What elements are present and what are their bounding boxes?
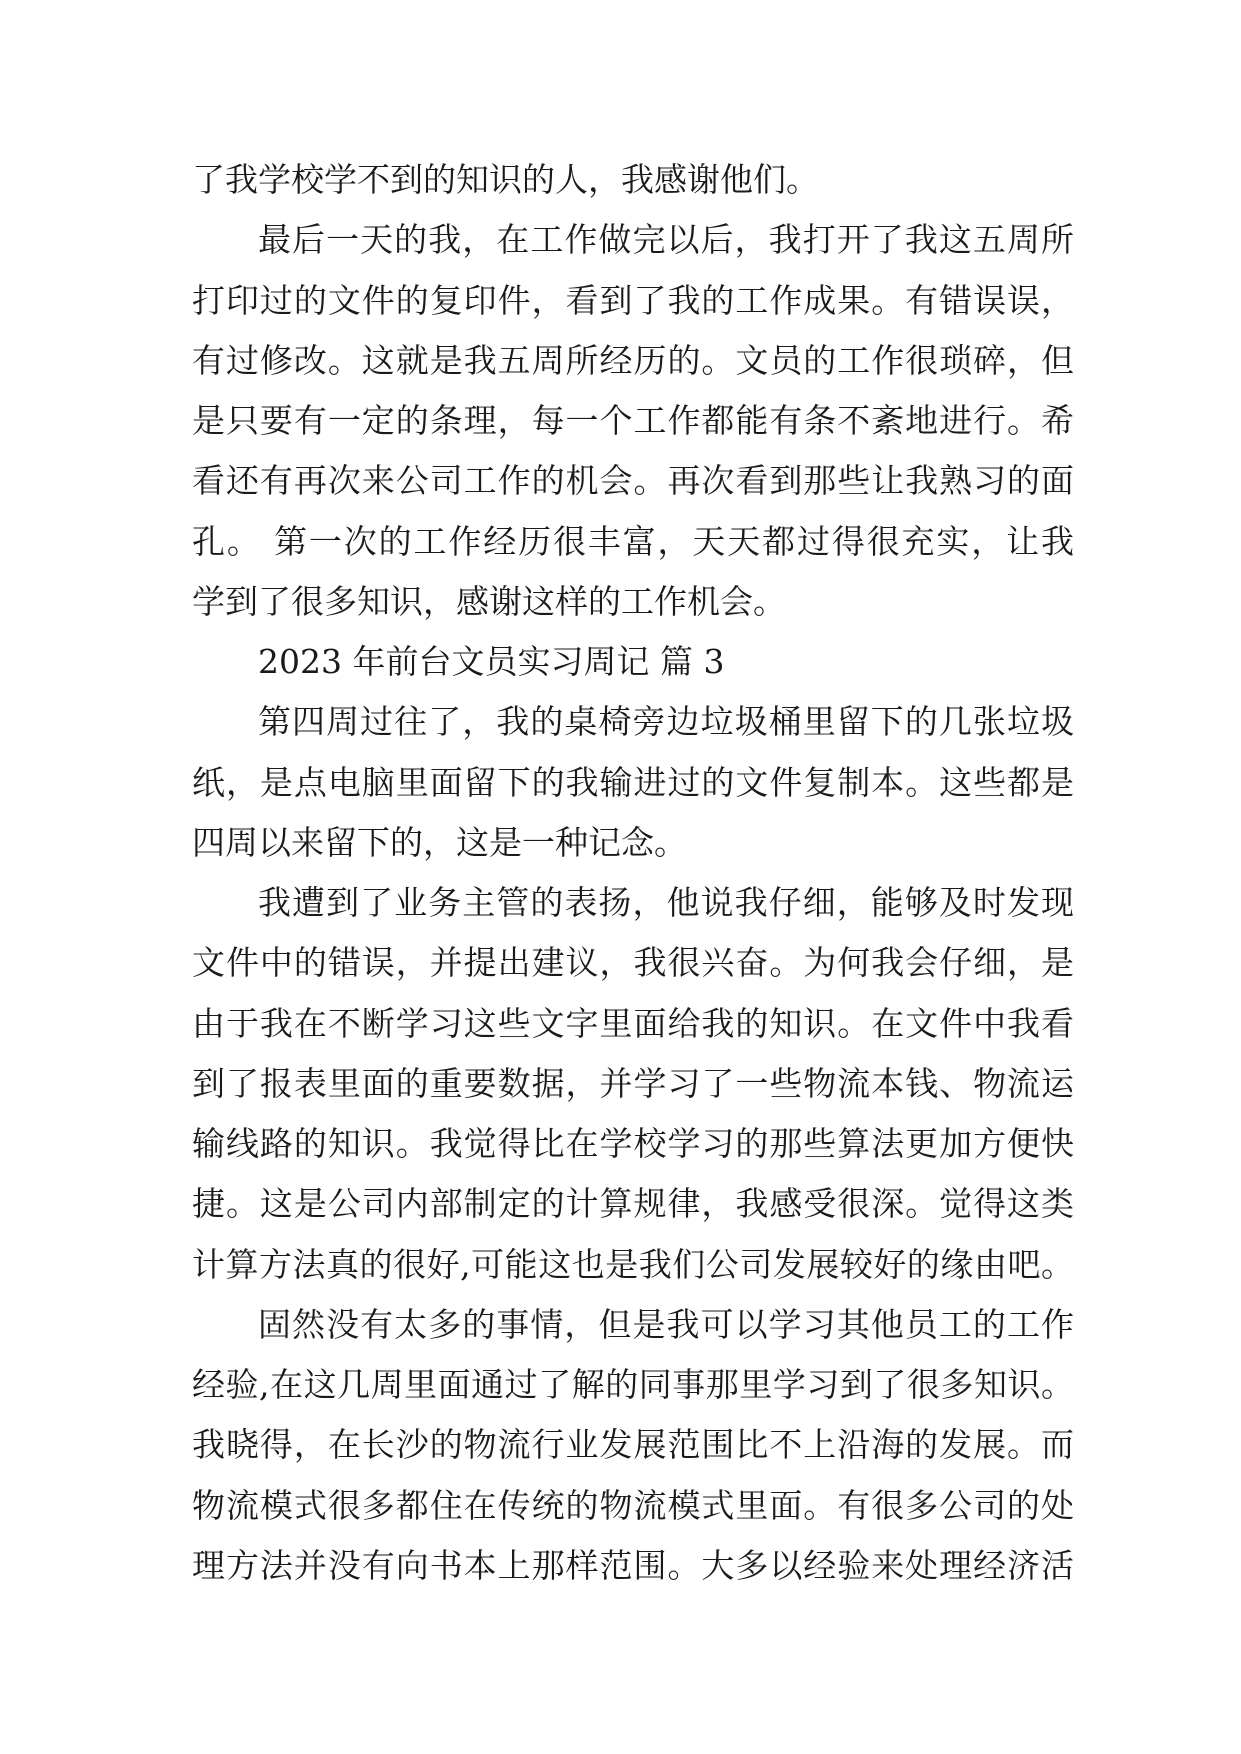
text-line: 固然没有太多的事情，但是我可以学习其他员工的工作: [258, 1304, 1074, 1344]
text-line: 我遭到了业务主管的表扬，他说我仔细，能够及时发现: [258, 883, 1074, 922]
text-line: 文件中的错误，并提出建议，我很兴奋。为何我会仔细，是: [192, 943, 1074, 983]
text-line: 到了报表里面的重要数据，并学习了一些物流本钱、物流运: [192, 1063, 1074, 1103]
text-line: 2023 年前台文员实习周记 篇 3: [258, 642, 725, 681]
text-line: 打印过的文件的复印件，看到了我的工作成果。有错误误，: [192, 280, 1074, 320]
text-line: 是只要有一定的条理，每一个工作都能有条不紊地进行。希: [192, 401, 1074, 440]
text-line: 孔。 第一次的工作经历很丰富，天天都过得很充实，让我: [192, 521, 1074, 561]
text-line: 由于我在不断学习这些文字里面给我的知识。在文件中我看: [192, 1003, 1074, 1043]
text-line: 学到了很多知识，感谢这样的工作机会。: [192, 581, 786, 621]
text-line: 第四周过往了，我的桌椅旁边垃圾桶里留下的几张垃圾: [258, 702, 1074, 742]
text-line: 有过修改。这就是我五周所经历的。文员的工作很琐碎，但: [192, 340, 1074, 380]
text-line: 捷。这是公司内部制定的计算规律，我感受很深。觉得这类: [192, 1184, 1074, 1224]
text-line: 最后一天的我，在工作做完以后，我打开了我这五周所: [258, 220, 1074, 260]
text-line: 经验,在这几周里面通过了解的同事那里学习到了很多知识。: [192, 1365, 1074, 1404]
text-line: 看还有再次来公司工作的机会。再次看到那些让我熟习的面: [192, 461, 1074, 501]
text-line: 纸，是点电脑里面留下的我输进过的文件复制本。这些都是: [192, 762, 1074, 802]
text-line: 物流模式很多都住在传统的物流模式里面。有很多公司的处: [192, 1485, 1074, 1525]
text-line: 四周以来留下的，这是一种记念。: [192, 822, 687, 862]
text-line: 我晓得，在长沙的物流行业发展范围比不上沿海的发展。而: [192, 1425, 1074, 1465]
document-body: [192, 150, 1074, 1596]
text-line: 了我学校学不到的知识的人，我感谢他们。: [192, 160, 819, 199]
text-line: 计算方法真的很好,可能这也是我们公司发展较好的缘由吧。: [192, 1244, 1074, 1284]
text-line: 理方法并没有向书本上那样范围。大多以经验来处理经济活: [192, 1545, 1074, 1585]
text-line: 输线路的知识。我觉得比在学校学习的那些算法更加方便快: [192, 1124, 1074, 1163]
